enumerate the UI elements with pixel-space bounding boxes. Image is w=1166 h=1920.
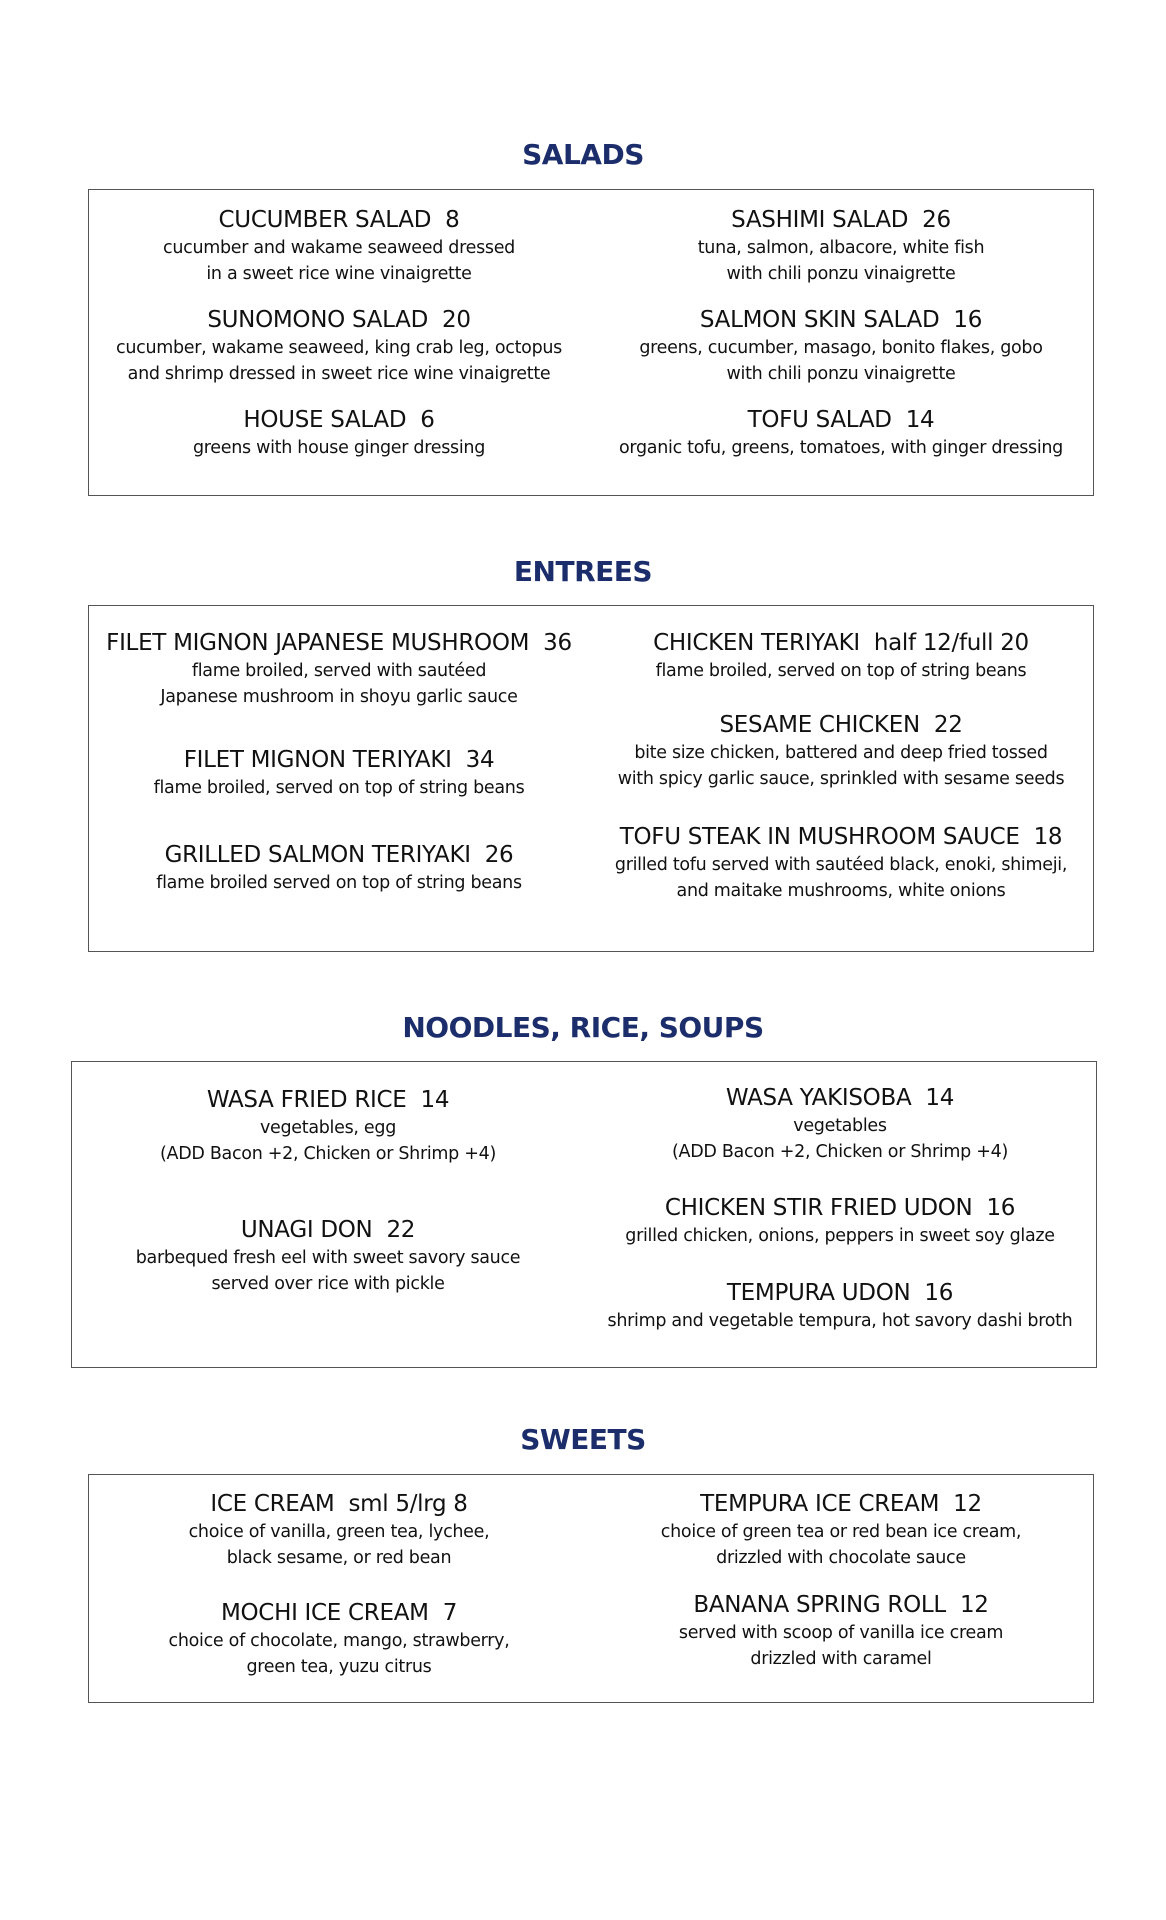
item-desc-line: choice of green tea or red bean ice cream, xyxy=(660,1522,1022,1542)
item-price: 36 xyxy=(543,630,572,656)
item-desc-line: drizzled with caramel xyxy=(750,1649,932,1669)
menu-item xyxy=(672,1083,1008,1165)
item-desc-line: served over rice with pickle xyxy=(211,1274,445,1294)
item-name: TEMPURA ICE CREAM xyxy=(700,1491,940,1517)
item-name: TOFU SALAD xyxy=(747,407,892,433)
item-name: WASA FRIED RICE xyxy=(206,1087,407,1113)
item-desc-line: drizzled with chocolate sauce xyxy=(716,1548,966,1568)
item-price: 6 xyxy=(420,407,435,433)
menu-item xyxy=(639,305,1042,387)
item-price: 14 xyxy=(925,1085,955,1111)
item-price: 22 xyxy=(933,712,963,738)
item-name: TEMPURA UDON xyxy=(726,1280,911,1306)
item-desc-line: (ADD Bacon +2, Chicken or Shrimp +4) xyxy=(160,1144,496,1164)
item-name: UNAGI DON xyxy=(240,1217,373,1243)
item-desc-line: choice of vanilla, green tea, lychee, xyxy=(188,1522,490,1542)
menu-item xyxy=(608,1278,1073,1334)
item-price: 26 xyxy=(922,207,951,233)
menu-item xyxy=(163,205,515,287)
menu-item xyxy=(619,405,1063,461)
item-name: MOCHI ICE CREAM xyxy=(220,1600,429,1626)
menu-item xyxy=(160,1085,496,1167)
item-price: 22 xyxy=(386,1217,416,1243)
menu-item xyxy=(154,745,525,801)
entrees-heading: ENTREES xyxy=(513,555,653,588)
menu-item xyxy=(653,628,1029,684)
item-name: ICE CREAM xyxy=(210,1491,335,1517)
item-desc-line: and shrimp dressed in sweet rice wine vinaigrette xyxy=(127,364,551,384)
item-price: 12 xyxy=(953,1491,982,1517)
item-name: HOUSE SALAD xyxy=(243,407,407,433)
menu-item xyxy=(615,822,1067,904)
salads-heading: SALADS xyxy=(522,138,644,171)
item-name: CUCUMBER SALAD xyxy=(218,207,432,233)
item-desc-line: flame broiled served on top of string beans xyxy=(156,873,522,893)
item-price: half 12/full 20 xyxy=(873,630,1029,656)
item-name: FILET MIGNON JAPANESE MUSHROOM xyxy=(106,630,530,656)
item-price: 16 xyxy=(953,307,983,333)
item-price: 12 xyxy=(959,1592,989,1618)
item-name: GRILLED SALMON TERIYAKI xyxy=(164,842,471,868)
item-price: 20 xyxy=(442,307,471,333)
item-desc-line: (ADD Bacon +2, Chicken or Shrimp +4) xyxy=(672,1142,1008,1162)
menu-item xyxy=(625,1193,1054,1249)
menu-item xyxy=(189,1489,490,1571)
item-price: 16 xyxy=(924,1280,954,1306)
item-name: CHICKEN TERIYAKI xyxy=(653,630,860,656)
item-desc-line: with chili ponzu vinaigrette xyxy=(726,364,956,384)
item-desc-line: barbequed fresh eel with sweet savory sauce xyxy=(135,1248,521,1268)
item-desc-line: cucumber and wakame seaweed dressed xyxy=(163,238,515,258)
menu-item xyxy=(661,1489,1021,1571)
item-price: 14 xyxy=(420,1087,450,1113)
item-price: 7 xyxy=(442,1600,458,1626)
item-name: FILET MIGNON TERIYAKI xyxy=(183,747,452,773)
menu-item xyxy=(698,205,985,287)
item-name: TOFU STEAK IN MUSHROOM SAUCE xyxy=(619,824,1020,850)
item-desc-line: flame broiled, served with sautéed xyxy=(191,661,487,681)
item-desc-line: vegetables, egg xyxy=(259,1118,397,1138)
item-desc-line: cucumber, wakame seaweed, king crab leg, octopus xyxy=(116,338,562,358)
item-price: 8 xyxy=(445,207,460,233)
item-price: 14 xyxy=(905,407,935,433)
menu-item xyxy=(169,1598,510,1680)
menu-item xyxy=(679,1590,1003,1672)
menu-item xyxy=(116,305,562,387)
item-desc-line: grilled chicken, onions, peppers in sweet soy glaze xyxy=(625,1226,1055,1246)
item-desc-line: vegetables xyxy=(793,1116,887,1136)
item-name: SALMON SKIN SALAD xyxy=(699,307,940,333)
item-name: CHICKEN STIR FRIED UDON xyxy=(664,1195,973,1221)
item-desc-line: with chili ponzu vinaigrette xyxy=(726,264,956,284)
item-desc-line: flame broiled, served on top of string beans xyxy=(153,778,525,798)
item-desc-line: greens with house ginger dressing xyxy=(192,438,486,458)
menu-item xyxy=(618,710,1065,792)
sweets-heading: SWEETS xyxy=(520,1423,646,1456)
item-price: 26 xyxy=(484,842,514,868)
item-price: 16 xyxy=(986,1195,1016,1221)
item-price: 34 xyxy=(465,747,495,773)
noodles-heading: NOODLES, RICE, SOUPS xyxy=(402,1011,764,1044)
item-desc-line: tuna, salmon, albacore, white fish xyxy=(697,238,985,258)
item-desc-line: Japanese mushroom in shoyu garlic sauce xyxy=(160,687,518,707)
item-name: BANANA SPRING ROLL xyxy=(693,1592,946,1618)
item-desc-line: organic tofu, greens, tomatoes, with ginger dressing xyxy=(619,438,1063,458)
item-desc-line: green tea, yuzu citrus xyxy=(246,1657,432,1677)
menu-item xyxy=(156,840,522,896)
item-desc-line: choice of chocolate, mango, strawberry, xyxy=(168,1631,510,1651)
item-desc-line: served with scoop of vanilla ice cream xyxy=(678,1623,1004,1643)
item-name: SESAME CHICKEN xyxy=(719,712,920,738)
item-price: sml 5/lrg 8 xyxy=(348,1491,468,1517)
item-name: SUNOMONO SALAD xyxy=(207,307,428,333)
menu-item xyxy=(193,405,485,461)
menu-item xyxy=(136,1215,521,1297)
menu-item xyxy=(106,628,572,710)
item-desc-line: greens, cucumber, masago, bonito flakes, gobo xyxy=(639,338,1043,358)
item-desc-line: grilled tofu served with sautéed black, enoki, shimeji, xyxy=(614,855,1068,875)
item-desc-line: in a sweet rice wine vinaigrette xyxy=(206,264,472,284)
item-desc-line: with spicy garlic sauce, sprinkled with sesame seeds xyxy=(617,769,1065,789)
item-desc-line: bite size chicken, battered and deep fried tossed xyxy=(634,743,1048,763)
item-name: WASA YAKISOBA xyxy=(725,1085,912,1111)
item-desc-line: flame broiled, served on top of string beans xyxy=(655,661,1027,681)
item-name: SASHIMI SALAD xyxy=(731,207,909,233)
item-desc-line: black sesame, or red bean xyxy=(226,1548,452,1568)
item-price: 18 xyxy=(1033,824,1063,850)
item-desc-line: shrimp and vegetable tempura, hot savory dashi broth xyxy=(607,1311,1073,1331)
item-desc-line: and maitake mushrooms, white onions xyxy=(676,881,1006,901)
